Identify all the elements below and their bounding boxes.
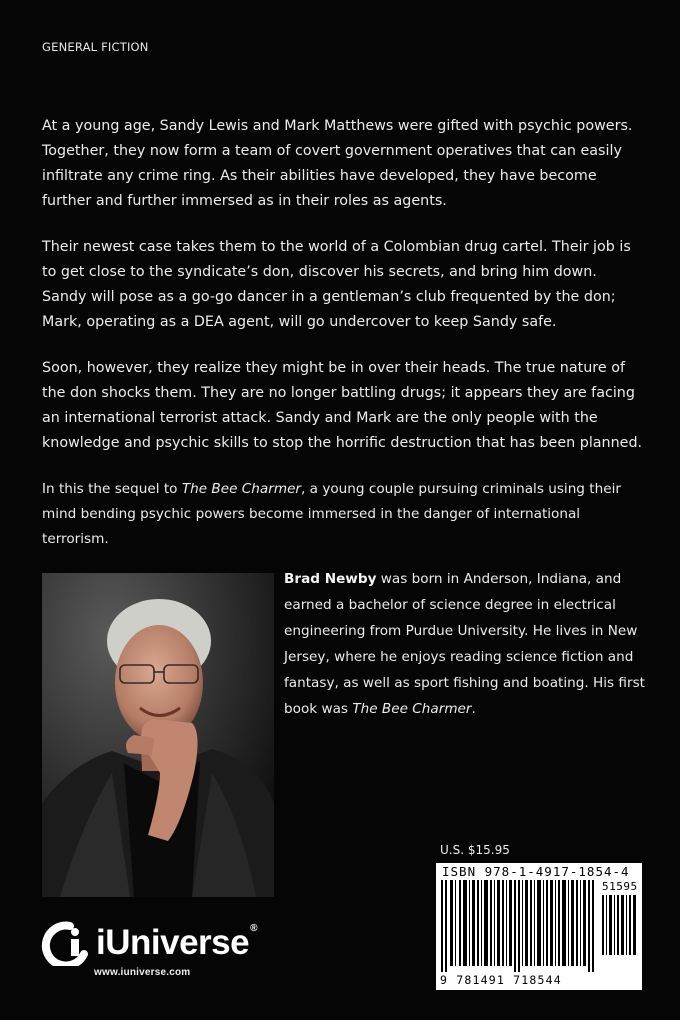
back-cover-blurb: [42, 114, 644, 573]
ean-barcode-bars: [441, 880, 597, 972]
isbn-barcode: [436, 863, 642, 990]
blurb-paragraph-1: At a young age, Sandy Lewis and Mark Matthews were gifted with psychic powers. Together, they now form a team of covert government operatives that can easily infiltrate any crime ring. As their abilities have developed, they have become further and further immersed as in their roles as agents.: [42, 118, 633, 209]
barcode-price-code: 51595: [602, 880, 638, 893]
publisher-name-text: iUniverse: [96, 923, 250, 962]
registered-mark: ®: [250, 923, 257, 934]
author-name: Brad Newby: [284, 571, 377, 587]
price-label: U.S. $15.95: [440, 843, 510, 857]
blurb-paragraph-3: Soon, however, they realize they might be in over their heads. The true nature of the don shocks them. They are no longer battling drugs; it appears they are facing an international terrorist attack. Sandy and Mark are the only people with the knowledge and psychic skills to stop the horrific destruction that has been planned.: [42, 360, 643, 451]
author-portrait-image: [42, 573, 274, 897]
iuniverse-swirl-icon: [40, 920, 92, 966]
blurb-p4-text: In this the sequel to: [42, 481, 182, 497]
barcode-digits: 9 781491 718544: [440, 973, 562, 987]
blurb-p4-text-end: , a young couple pursuing criminals using their mind bending psychic powers become immersed in the danger of international terrorism.: [42, 481, 621, 547]
publisher-logo: [40, 920, 257, 966]
blurb-paragraph-4: [42, 477, 644, 552]
blurb-book-title: The Bee Charmer: [181, 481, 302, 497]
author-bio: [284, 566, 654, 722]
isbn-number: ISBN 978-1-4917-1854-4: [442, 864, 630, 879]
blurb-paragraph-2: Their newest case takes them to the world of a Colombian drug cartel. Their job is to get close to the syndicate’s don, discover his secrets, and bring him down. Sandy will pose as a go-go dancer in a gentleman’s club frequented by the don; Mark, operating as a DEA agent, will go undercover to keep Sandy safe.: [42, 239, 631, 330]
publisher-name: [96, 923, 257, 963]
author-photo: [42, 573, 274, 897]
price-addon-bars: [602, 895, 638, 955]
author-bio-end: .: [471, 701, 476, 717]
publisher-url: www.iuniverse.com: [94, 967, 191, 978]
author-first-book: The Bee Charmer: [352, 701, 472, 717]
genre-label: GENERAL FICTION: [42, 40, 149, 54]
author-bio-text: was born in Anderson, Indiana, and earned a bachelor of science degree in electrical engineering from Purdue University. He lives in New Jersey, where he enjoys reading science fiction and fantasy, as well as sport fishing and boating. His first book was: [284, 571, 645, 717]
